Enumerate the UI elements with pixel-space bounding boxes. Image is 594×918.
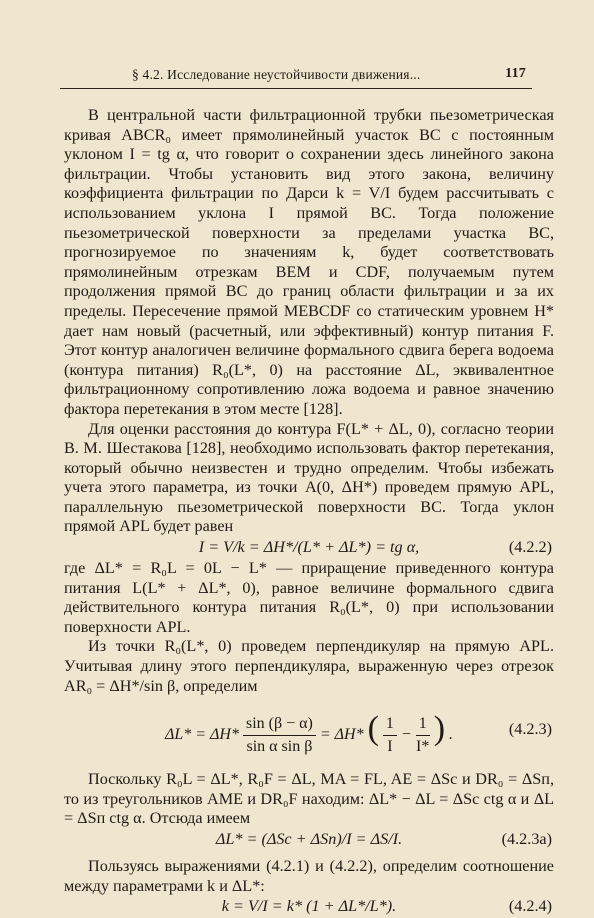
equation-4-2-3	[64, 702, 554, 760]
running-header	[60, 64, 532, 88]
fraction-numerator: 1	[416, 714, 430, 736]
body-text	[64, 106, 554, 918]
paragraph-2: Для оценки расстояния до контура F(L* + ΔL, 0), согласно теории В. М. Шестакова [128], необходимо использовать фактор перетекания, который обычно неизвестен и трудно определим. Чтобы избежать учета этого параметра, из точки A(0, ΔH*) проведем прямую APL, параллельную пьезометрической поверхности BC. Тогда уклон прямой APL будет равен	[64, 419, 554, 536]
equation-expression: k = V/I = k* (1 + ΔL*/L*).	[221, 897, 397, 916]
paragraph-6: Пользуясь выражениями (4.2.1) и (4.2.2), определим соотношение между параметрами k и ΔL*:	[64, 857, 554, 895]
equation-expression: ΔL* = (ΔSс + ΔSп)/I = ΔS/I.	[215, 830, 403, 848]
equation-number: (4.2.2)	[508, 538, 552, 557]
equation-4-2-4	[64, 897, 554, 917]
equation-number: (4.2.4)	[508, 897, 552, 916]
fraction-denominator: I	[387, 738, 393, 756]
left-paren: (	[367, 710, 379, 748]
eq-lhs: ΔL* = ΔH*	[164, 726, 239, 744]
header-rule	[60, 88, 532, 89]
fraction-one-over-i	[383, 714, 397, 756]
paragraph-4: Из точки R₀(L*, 0) проведем перпендикуляр на прямую APL. Учитывая длину этого перпендикуляра, выраженную через отрезок AR₀ = ΔH*/sin β, определим	[64, 637, 554, 695]
equation-number: (4.2.3)	[508, 720, 552, 739]
fraction-sin	[243, 714, 316, 756]
eq-tail: .	[449, 726, 454, 744]
equation-expression: I = V/k = ΔH*/(L* + ΔL*) = tg α,	[198, 538, 420, 557]
fraction-one-over-i-star	[416, 714, 430, 756]
eq-mid: = ΔH*	[319, 726, 364, 744]
fraction-denominator: sin α sin β	[246, 738, 313, 756]
page-number: 117	[505, 66, 526, 81]
equation-4-2-2	[64, 538, 554, 558]
fraction-numerator: sin (β − α)	[243, 714, 316, 736]
paragraph-5: Поскольку R₀L = ΔL*, R₀F = ΔL, MA = FL, AE = ΔSс и DR₀ = ΔSп, то из треугольников AME и DR₀F находим: ΔL* − ΔL = ΔSс ctg α и ΔL = ΔSп ctg α. Отсюда имеем	[64, 770, 554, 828]
fraction-denominator: I*	[416, 738, 430, 756]
equation-expression	[165, 702, 453, 756]
right-paren: )	[433, 710, 446, 748]
minus-sign: −	[400, 726, 412, 744]
section-title: § 4.2. Исследование неустойчивости движения...	[132, 67, 421, 82]
equation-4-2-3a	[64, 830, 554, 850]
fraction-numerator: 1	[383, 714, 397, 736]
equation-number: (4.2.3a)	[501, 830, 552, 848]
paragraph-1: В центральной части фильтрационной трубки пьезометрическая кривая ABCR₀ имеет прямолинейный участок BC с постоянным уклоном I = tg α, что говорит о сохранении здесь линейного закона фильтрации. Чтобы установить вид этого закона, величину коэффициента фильтрации по Дарси k = V/I будем рассчитывать с использованием уклона I прямой BC. Тогда положение пьезометрической поверхности за пределами участка BC, прогнозируемое по значениям k, будет соответствовать прямолинейным отрезкам BEM и CDF, получаемым путем продолжения прямой BC до границ области фильтрации и за их пределы. Пересечение прямой MEBCDF со статическим уровнем H* дает нам новый (расчетный, или эффективный) контур питания F. Этот контур аналогичен величине формального сдвига берега водоема (контура питания) R₀(L*, 0) на расстояние ΔL, эквивалентное фильтрационному сопротивлению ложа водоема и равное значению фактора перетекания в этом месте [128].	[64, 106, 554, 418]
paragraph-3: где ΔL* = R₀L = 0L − L* — приращение приведенного контура питания L(L* + ΔL*, 0), равное величине формального сдвига действительного контура питания R₀(L*, 0) при использовании поверхности APL.	[64, 559, 554, 636]
